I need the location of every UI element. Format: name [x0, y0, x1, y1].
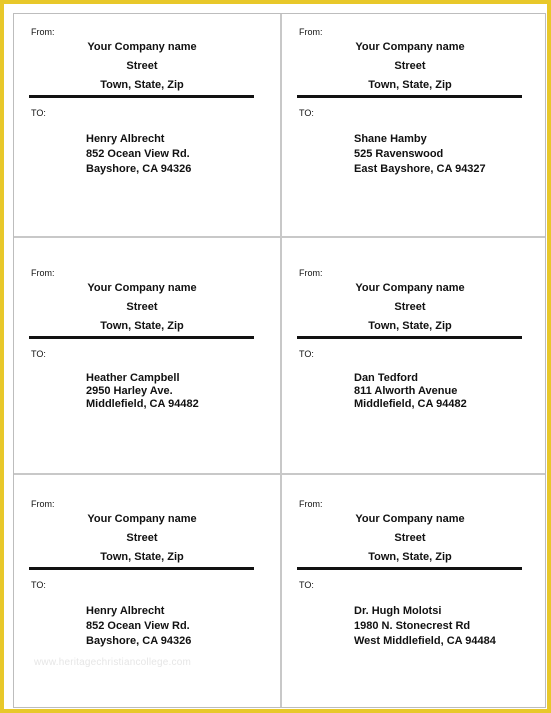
recipient-name: Shane Hamby — [354, 133, 427, 145]
recipient-address — [354, 132, 486, 177]
sender-company: Your Company name — [87, 513, 197, 525]
recipient-name: Dan Tedford — [354, 372, 418, 384]
label-sheet — [13, 13, 546, 708]
shipping-label[interactable] — [14, 255, 279, 476]
recipient-street: 525 Ravenswood — [354, 148, 444, 160]
recipient-city: East Bayshore, CA 94327 — [354, 163, 486, 175]
separator-rule — [29, 336, 254, 339]
to-tag: TO: — [299, 349, 314, 359]
watermark: www.heritagechristiancollege.com — [34, 657, 192, 668]
separator-rule — [297, 95, 522, 98]
recipient-street: 852 Ocean View Rd. — [86, 148, 190, 160]
recipient-street: 1980 N. Stonecrest Rd — [354, 620, 471, 632]
sender-street: Street — [126, 60, 158, 72]
shipping-label[interactable] — [282, 255, 547, 476]
recipient-name: Heather Campbell — [86, 372, 180, 384]
sender-company: Your Company name — [87, 41, 197, 53]
sender-street: Street — [394, 301, 426, 313]
recipient-name: Henry Albrecht — [86, 605, 165, 617]
sender-street: Street — [126, 532, 158, 544]
to-tag: TO: — [31, 108, 46, 118]
sender-street: Street — [126, 301, 158, 313]
from-tag: From: — [31, 499, 55, 509]
sender-town: Town, State, Zip — [368, 320, 452, 332]
to-tag: TO: — [299, 580, 314, 590]
recipient-city: Bayshore, CA 94326 — [86, 163, 192, 175]
sender-town: Town, State, Zip — [368, 551, 452, 563]
recipient-street: 2950 Harley Ave. — [86, 385, 173, 397]
sender-town: Town, State, Zip — [100, 320, 184, 332]
recipient-city: Bayshore, CA 94326 — [86, 635, 192, 647]
sender-company: Your Company name — [355, 41, 465, 53]
recipient-street: 811 Alworth Avenue — [354, 385, 458, 397]
recipient-name: Dr. Hugh Molotsi — [354, 605, 442, 617]
recipient-address — [86, 132, 191, 177]
to-tag: TO: — [31, 349, 46, 359]
recipient-address — [86, 604, 191, 649]
sender-address — [282, 512, 538, 569]
recipient-street: 852 Ocean View Rd. — [86, 620, 190, 632]
to-tag: TO: — [299, 108, 314, 118]
separator-rule — [29, 95, 254, 98]
sender-town: Town, State, Zip — [100, 79, 184, 91]
sender-street: Street — [394, 60, 426, 72]
sender-town: Town, State, Zip — [368, 79, 452, 91]
recipient-city: West Middlefield, CA 94484 — [354, 635, 496, 647]
shipping-label[interactable] — [14, 486, 279, 707]
separator-rule — [29, 567, 254, 570]
sender-address — [14, 512, 270, 569]
recipient-city: Middlefield, CA 94482 — [86, 398, 199, 410]
recipient-address — [354, 372, 467, 411]
shipping-label[interactable] — [14, 14, 279, 235]
from-tag: From: — [31, 268, 55, 278]
from-tag: From: — [299, 499, 323, 509]
from-tag: From: — [299, 27, 323, 37]
from-tag: From: — [299, 268, 323, 278]
separator-rule — [297, 567, 522, 570]
sender-town: Town, State, Zip — [100, 551, 184, 563]
separator-rule — [297, 336, 522, 339]
sender-street: Street — [394, 532, 426, 544]
row-divider — [14, 236, 545, 238]
shipping-label[interactable] — [282, 14, 547, 235]
to-tag: TO: — [31, 580, 46, 590]
sender-address — [282, 40, 538, 97]
recipient-address — [86, 372, 199, 411]
recipient-city: Middlefield, CA 94482 — [354, 398, 467, 410]
recipient-name: Henry Albrecht — [86, 133, 165, 145]
sender-company: Your Company name — [87, 282, 197, 294]
sender-address — [282, 281, 538, 338]
sender-company: Your Company name — [355, 513, 465, 525]
recipient-address — [354, 604, 496, 649]
from-tag: From: — [31, 27, 55, 37]
sender-address — [14, 40, 270, 97]
sender-address — [14, 281, 270, 338]
shipping-label[interactable] — [282, 486, 547, 707]
sender-company: Your Company name — [355, 282, 465, 294]
